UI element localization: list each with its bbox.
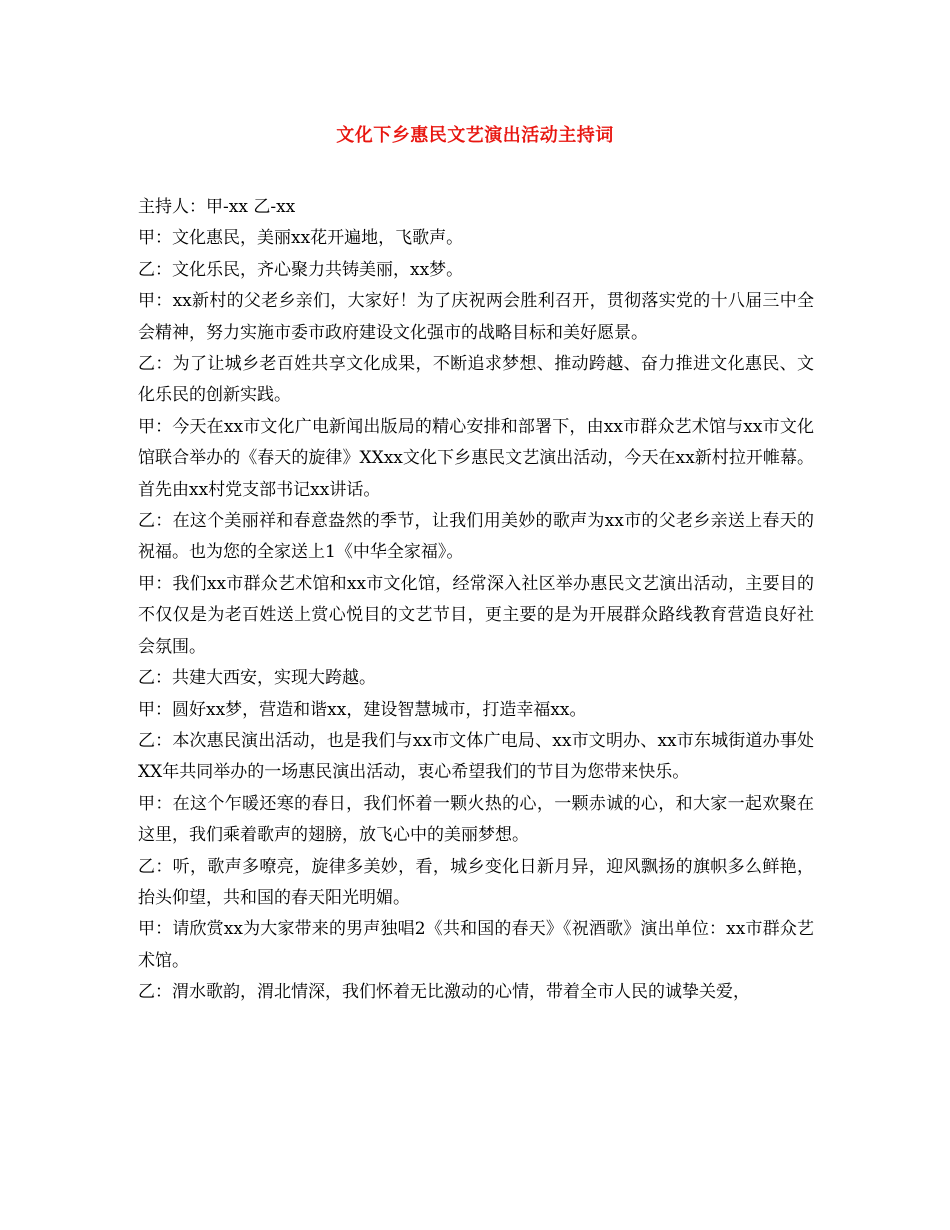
paragraph: 乙：为了让城乡老百姓共享文化成果，不断追求梦想、推动跨越、奋力推进文化惠民、文化乐民的创新实践。 [138,354,814,406]
paragraph: 甲：xx新村的父老乡亲们，大家好！为了庆祝两会胜利召开，贯彻落实党的十八届三中全会精神，努力实施市委市政府建设文化强市的战略目标和美好愿景。 [138,291,814,343]
paragraph: 乙：本次惠民演出活动，也是我们与xx市文体广电局、xx市文明办、xx市东城街道办事处XX年共同举办的一场惠民演出活动，衷心希望我们的节目为您带来快乐。 [138,730,814,783]
paragraph: 乙：共建大西安，实现大跨越。 [138,668,376,689]
paragraph: 甲：在这个乍暖还寒的春日，我们怀着一颗火热的心，一颗赤诚的心，和大家一起欢聚在这里，我们乘着歌声的翅膀，放飞心中的美丽梦想。 [138,793,814,846]
paragraph: 乙：文化乐民，齐心聚力共铸美丽，xx梦。 [138,259,464,280]
paragraph: 甲：圆好xx梦，营造和谐xx，建设智慧城市，打造幸福xx。 [138,699,587,720]
paragraph: 甲：我们xx市群众艺术馆和xx市文化馆，经常深入社区举办惠民文艺演出活动，主要目的不仅仅是为老百姓送上赏心悦目的文艺节目，更主要的是为开展群众路线教育营造良好社会氛围。 [138,573,814,657]
paragraph: 甲：请欣赏xx为大家带来的男声独唱2《共和国的春天》《祝酒歌》演出单位：xx市群众艺术馆。 [138,919,814,971]
paragraph: 乙：渭水歌韵，渭北情深，我们怀着无比激动的心情，带着全市人民的诚挚关爱， [138,982,750,1003]
paragraph: 乙：听，歌声多嘹亮，旋律多美妙，看，城乡变化日新月异，迎风飘扬的旗帜多么鲜艳，抬头仰望，共和国的春天阳光明媚。 [138,856,814,908]
paragraph: 甲：文化惠民，美丽xx花开遍地，飞歌声。 [138,228,464,249]
paragraph: 甲：今天在xx市文化广电新闻出版局的精心安排和部署下，由xx市群众艺术馆与xx市文化馆联合举办的《春天的旋律》XXxx文化下乡惠民文艺演出活动，今天在xx新村拉开帷幕。首先由xx村党支部书记xx讲话。 [138,416,814,500]
document-body [138,192,814,1009]
paragraph: 乙：在这个美丽祥和春意盎然的季节，让我们用美妙的歌声为xx市的父老乡亲送上春天的祝福。也为您的全家送上1《中华全家福》。 [138,511,814,563]
document-title: 文化下乡惠民文艺演出活动主持词 [336,125,614,146]
paragraph-hosts: 主持人：甲-xx 乙-xx [138,197,296,217]
